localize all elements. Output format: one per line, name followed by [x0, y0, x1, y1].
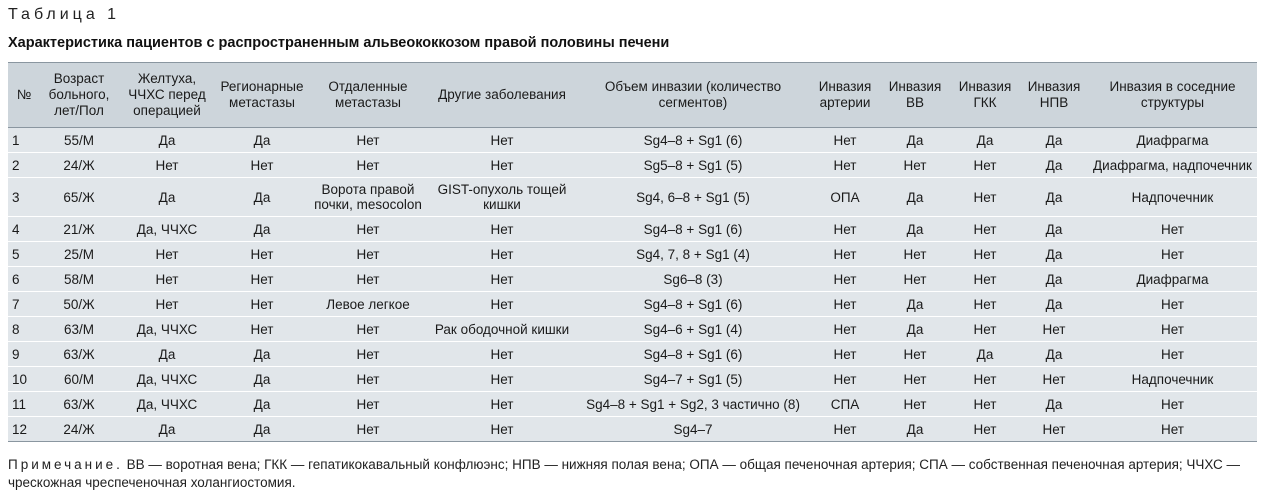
table-cell: Нет — [216, 242, 308, 267]
table-cell: 65/Ж — [40, 178, 118, 217]
row-number-cell: 5 — [8, 242, 40, 267]
table-cell: Да — [118, 417, 216, 442]
table-cell: Ворота правой почки, mesocolon — [308, 178, 428, 217]
table-cell: Да — [118, 128, 216, 153]
table-row — [8, 267, 1257, 292]
table-cell: Нет — [950, 417, 1020, 442]
table-cell: Нет — [428, 128, 576, 153]
table-cell: Нет — [1088, 342, 1257, 367]
header-cell: Регионарные метастазы — [216, 63, 308, 128]
table-cell: Да — [216, 217, 308, 242]
patient-characteristics-table — [8, 62, 1257, 442]
table-cell: Нет — [810, 242, 880, 267]
table-cell: Диафрагма — [1088, 267, 1257, 292]
row-number-cell: 3 — [8, 178, 40, 217]
table-container — [8, 62, 1257, 442]
table-cell: 58/М — [40, 267, 118, 292]
table-cell: Sg4–8 + Sg1 + Sg2, 3 частично (8) — [576, 392, 810, 417]
table-row — [8, 128, 1257, 153]
table-row — [8, 342, 1257, 367]
table-cell: Sg4–8 + Sg1 (6) — [576, 342, 810, 367]
table-cell: Да — [1020, 342, 1088, 367]
table-cell: Sg4–8 + Sg1 (6) — [576, 128, 810, 153]
table-cell: Да — [1020, 392, 1088, 417]
header-cell: Желтуха, ЧЧХС перед операцией — [118, 63, 216, 128]
table-cell: Да — [118, 178, 216, 217]
table-cell: Нет — [880, 392, 950, 417]
header-cell: Отдаленные метастазы — [308, 63, 428, 128]
table-cell: Нет — [118, 242, 216, 267]
row-number-cell: 8 — [8, 317, 40, 342]
table-cell: GIST-опухоль тощей кишки — [428, 178, 576, 217]
table-cell: Sg4, 7, 8 + Sg1 (4) — [576, 242, 810, 267]
table-cell: Нет — [216, 317, 308, 342]
table-cell: Нет — [428, 342, 576, 367]
table-cell: Диафрагма — [1088, 128, 1257, 153]
table-cell: Sg4–8 + Sg1 (6) — [576, 217, 810, 242]
table-cell: Нет — [810, 217, 880, 242]
table-cell: ОПА — [810, 178, 880, 217]
row-number-cell: 6 — [8, 267, 40, 292]
table-cell: Нет — [308, 128, 428, 153]
table-cell: Нет — [1020, 417, 1088, 442]
table-cell: 60/М — [40, 367, 118, 392]
table-cell: Нет — [216, 267, 308, 292]
table-cell: Нет — [428, 242, 576, 267]
header-cell: Инвазия ГКК — [950, 63, 1020, 128]
table-cell: Да — [118, 342, 216, 367]
table-header-row — [8, 63, 1257, 128]
table-cell: Sg6–8 (3) — [576, 267, 810, 292]
header-cell: Инвазия артерии — [810, 63, 880, 128]
table-cell: Да — [1020, 267, 1088, 292]
table-cell: Нет — [1088, 217, 1257, 242]
row-number-cell: 11 — [8, 392, 40, 417]
table-cell: Нет — [810, 267, 880, 292]
table-cell: Да — [950, 342, 1020, 367]
table-cell: Нет — [1088, 317, 1257, 342]
table-label: Таблица 1 — [8, 6, 121, 23]
row-number-cell: 7 — [8, 292, 40, 317]
table-title: Характеристика пациентов с распространенным альвеококкозом правой половины печени — [8, 35, 670, 51]
table-cell: Да — [1020, 128, 1088, 153]
table-cell: Sg5–8 + Sg1 (5) — [576, 153, 810, 178]
table-cell: Да — [880, 317, 950, 342]
table-row — [8, 292, 1257, 317]
table-cell: Нет — [216, 153, 308, 178]
row-number-cell: 1 — [8, 128, 40, 153]
table-cell: 24/Ж — [40, 153, 118, 178]
table-cell: Нет — [308, 367, 428, 392]
table-cell: Sg4–8 + Sg1 (6) — [576, 292, 810, 317]
table-cell: Да — [216, 367, 308, 392]
table-cell: Нет — [1088, 417, 1257, 442]
table-cell: Диафрагма, надпочечник — [1088, 153, 1257, 178]
row-number-cell: 4 — [8, 217, 40, 242]
table-row — [8, 392, 1257, 417]
table-cell: Да — [1020, 242, 1088, 267]
table-cell: Да — [1020, 292, 1088, 317]
table-cell: Sg4–7 — [576, 417, 810, 442]
table-cell: Да — [880, 417, 950, 442]
table-cell: Нет — [428, 367, 576, 392]
table-cell: Нет — [308, 267, 428, 292]
table-cell: Нет — [428, 217, 576, 242]
table-cell: Нет — [308, 242, 428, 267]
table-cell: Да — [1020, 178, 1088, 217]
header-cell: Объем инвазии (количество сегментов) — [576, 63, 810, 128]
table-cell: Да — [880, 292, 950, 317]
table-cell: 55/М — [40, 128, 118, 153]
table-cell: 63/М — [40, 317, 118, 342]
table-cell: Да, ЧЧХС — [118, 367, 216, 392]
table-cell: Нет — [428, 392, 576, 417]
table-row — [8, 178, 1257, 217]
header-cell: № — [8, 63, 40, 128]
table-cell: Нет — [118, 153, 216, 178]
table-cell: Нет — [880, 342, 950, 367]
table-cell: Да — [216, 178, 308, 217]
table-cell: Нет — [308, 153, 428, 178]
table-cell: Нет — [950, 292, 1020, 317]
table-cell: Нет — [118, 267, 216, 292]
table-cell: Да, ЧЧХС — [118, 317, 216, 342]
table-cell: Нет — [950, 217, 1020, 242]
note-text: ВВ — воротная вена; ГКК — гепатикокавальный конфлюэнс; НПВ — нижняя полая вена; ОПА — общая печеночная артерия; СПА — собственная печеночная артерия; ЧЧХС — чрескожная чреспеченочная холангиостомия. — [8, 457, 1240, 490]
table-cell: Нет — [308, 217, 428, 242]
table-row — [8, 153, 1257, 178]
table-cell: Нет — [810, 367, 880, 392]
table-cell: Да, ЧЧХС — [118, 392, 216, 417]
table-row — [8, 417, 1257, 442]
table-cell: Нет — [810, 128, 880, 153]
table-cell: Нет — [428, 292, 576, 317]
row-number-cell: 9 — [8, 342, 40, 367]
table-cell: Нет — [880, 153, 950, 178]
table-cell: Нет — [1020, 367, 1088, 392]
table-cell: Нет — [1020, 317, 1088, 342]
table-row — [8, 242, 1257, 267]
table-cell: 25/М — [40, 242, 118, 267]
table-cell: Нет — [428, 417, 576, 442]
table-cell: Нет — [950, 153, 1020, 178]
table-cell: Нет — [810, 292, 880, 317]
table-cell: Нет — [880, 367, 950, 392]
table-cell: Нет — [950, 367, 1020, 392]
table-cell: Нет — [1088, 242, 1257, 267]
table-cell: Нет — [308, 342, 428, 367]
row-number-cell: 12 — [8, 417, 40, 442]
table-cell: Рак ободочной кишки — [428, 317, 576, 342]
table-row — [8, 367, 1257, 392]
table-cell: Нет — [216, 292, 308, 317]
table-cell: Нет — [880, 267, 950, 292]
table-cell: СПА — [810, 392, 880, 417]
table-cell: Да — [950, 128, 1020, 153]
table-cell: Левое легкое — [308, 292, 428, 317]
table-cell: Да — [880, 217, 950, 242]
table-cell: Да — [880, 128, 950, 153]
table-cell: Нет — [810, 153, 880, 178]
table-cell: Нет — [308, 417, 428, 442]
table-cell: Нет — [950, 392, 1020, 417]
table-cell: 21/Ж — [40, 217, 118, 242]
table-cell: Нет — [1088, 292, 1257, 317]
table-cell: Sg4, 6–8 + Sg1 (5) — [576, 178, 810, 217]
table-cell: Нет — [118, 292, 216, 317]
table-cell: Да — [1020, 153, 1088, 178]
table-cell: Надпочечник — [1088, 367, 1257, 392]
table-cell: Sg4–7 + Sg1 (5) — [576, 367, 810, 392]
table-cell: Нет — [950, 317, 1020, 342]
table-cell: Да — [1020, 217, 1088, 242]
table-cell: Нет — [880, 242, 950, 267]
table-cell: Нет — [308, 317, 428, 342]
table-cell: 63/Ж — [40, 392, 118, 417]
table-cell: Да — [216, 342, 308, 367]
table-cell: Да — [216, 392, 308, 417]
table-cell: Да — [216, 417, 308, 442]
table-cell: Нет — [428, 267, 576, 292]
table-cell: Нет — [810, 342, 880, 367]
header-cell: Инвазия НПВ — [1020, 63, 1088, 128]
table-cell: Нет — [950, 242, 1020, 267]
table-cell: Да, ЧЧХС — [118, 217, 216, 242]
table-cell: Да — [880, 178, 950, 217]
table-cell: Нет — [810, 317, 880, 342]
table-body — [8, 128, 1257, 442]
table-cell: Да — [216, 128, 308, 153]
table-cell: Нет — [950, 178, 1020, 217]
note-label: Примечание. — [8, 457, 123, 472]
table-cell: Нет — [810, 417, 880, 442]
table-row — [8, 217, 1257, 242]
header-cell: Возраст больного, лет/Пол — [40, 63, 118, 128]
table-cell: Нет — [950, 267, 1020, 292]
table-cell: Нет — [428, 153, 576, 178]
row-number-cell: 2 — [8, 153, 40, 178]
table-cell: 24/Ж — [40, 417, 118, 442]
table-cell: 63/Ж — [40, 342, 118, 367]
table-note — [8, 456, 1260, 492]
table-cell: 50/Ж — [40, 292, 118, 317]
header-cell: Инвазия в соседние структуры — [1088, 63, 1257, 128]
table-row — [8, 317, 1257, 342]
table-cell: Нет — [308, 392, 428, 417]
table-cell: Надпочечник — [1088, 178, 1257, 217]
table-cell: Нет — [1088, 392, 1257, 417]
header-cell: Другие заболевания — [428, 63, 576, 128]
row-number-cell: 10 — [8, 367, 40, 392]
table-cell: Sg4–6 + Sg1 (4) — [576, 317, 810, 342]
header-cell: Инвазия ВВ — [880, 63, 950, 128]
